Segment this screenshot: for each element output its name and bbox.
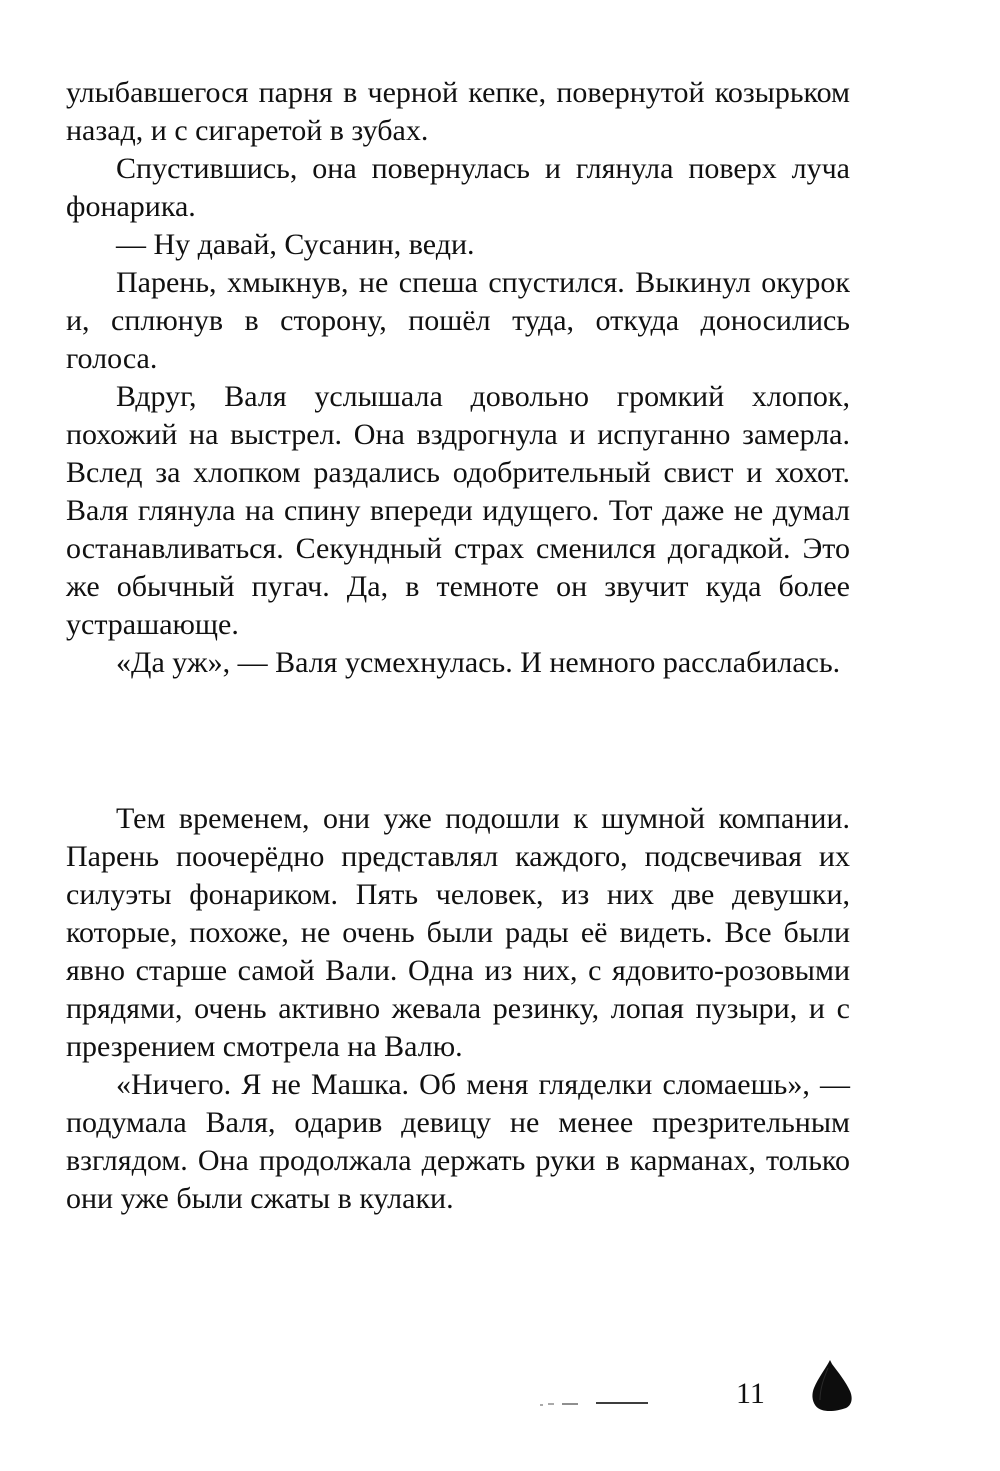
page-number: 11 (736, 1377, 765, 1410)
dialogue-line: — Ну давай, Сусанин, веди. (116, 228, 475, 261)
paragraph-continuation: улыбавшегося парня в черной кепке, повернутой козырьком назад, и с сигаретой в зубах. (66, 76, 850, 147)
paragraph: «Да уж», — Валя усмехнулась. И немного расслабилась. (116, 646, 841, 679)
paragraph: Вдруг, Валя услышала довольно громкий хлопок, похожий на выстрел. Она вздрогнула и испуганно замерла. Вслед за хлопком раздались одобрительный свист и хохот. Валя глянула на спину впереди идущего. Тот даже не думал останавливаться. Секундный страх сменился догадкой. Это же обычный пугач. Да, в темноте он звучит куда более устрашающе. (66, 380, 850, 641)
paragraph: «Ничего. Я не Машка. Об меня гляделки сломаешь», — подумала Валя, одарив девицу не менее презрительным взглядом. Она продолжала держать руки в карманах, только они уже были сжаты в кулаки. (66, 1068, 850, 1215)
footer-rule (540, 1400, 650, 1408)
paragraph: Спустившись, она повернулась и глянула поверх луча фонарика. (66, 152, 850, 223)
paragraph: Парень, хмыкнув, не спеша спустился. Выкинул окурок и, сплюнув в сторону, пошёл туда, откуда доносились голоса. (66, 266, 850, 375)
leaf-ornament-icon (808, 1358, 854, 1412)
paragraph: Тем временем, они уже подошли к шумной компании. Парень поочерёдно представлял каждого, подсвечивая их силуэты фонариком. Пять человек, из них две девушки, которые, похоже, не очень были рады её видеть. Все были явно старше самой Вали. Одна из них, с ядовито-розовыми прядями, очень активно жевала резинку, лопая пузыри, и с презрением смотрела на Валю. (66, 802, 850, 1063)
text-block-bottom (66, 800, 850, 1218)
text-block-top (66, 74, 850, 682)
